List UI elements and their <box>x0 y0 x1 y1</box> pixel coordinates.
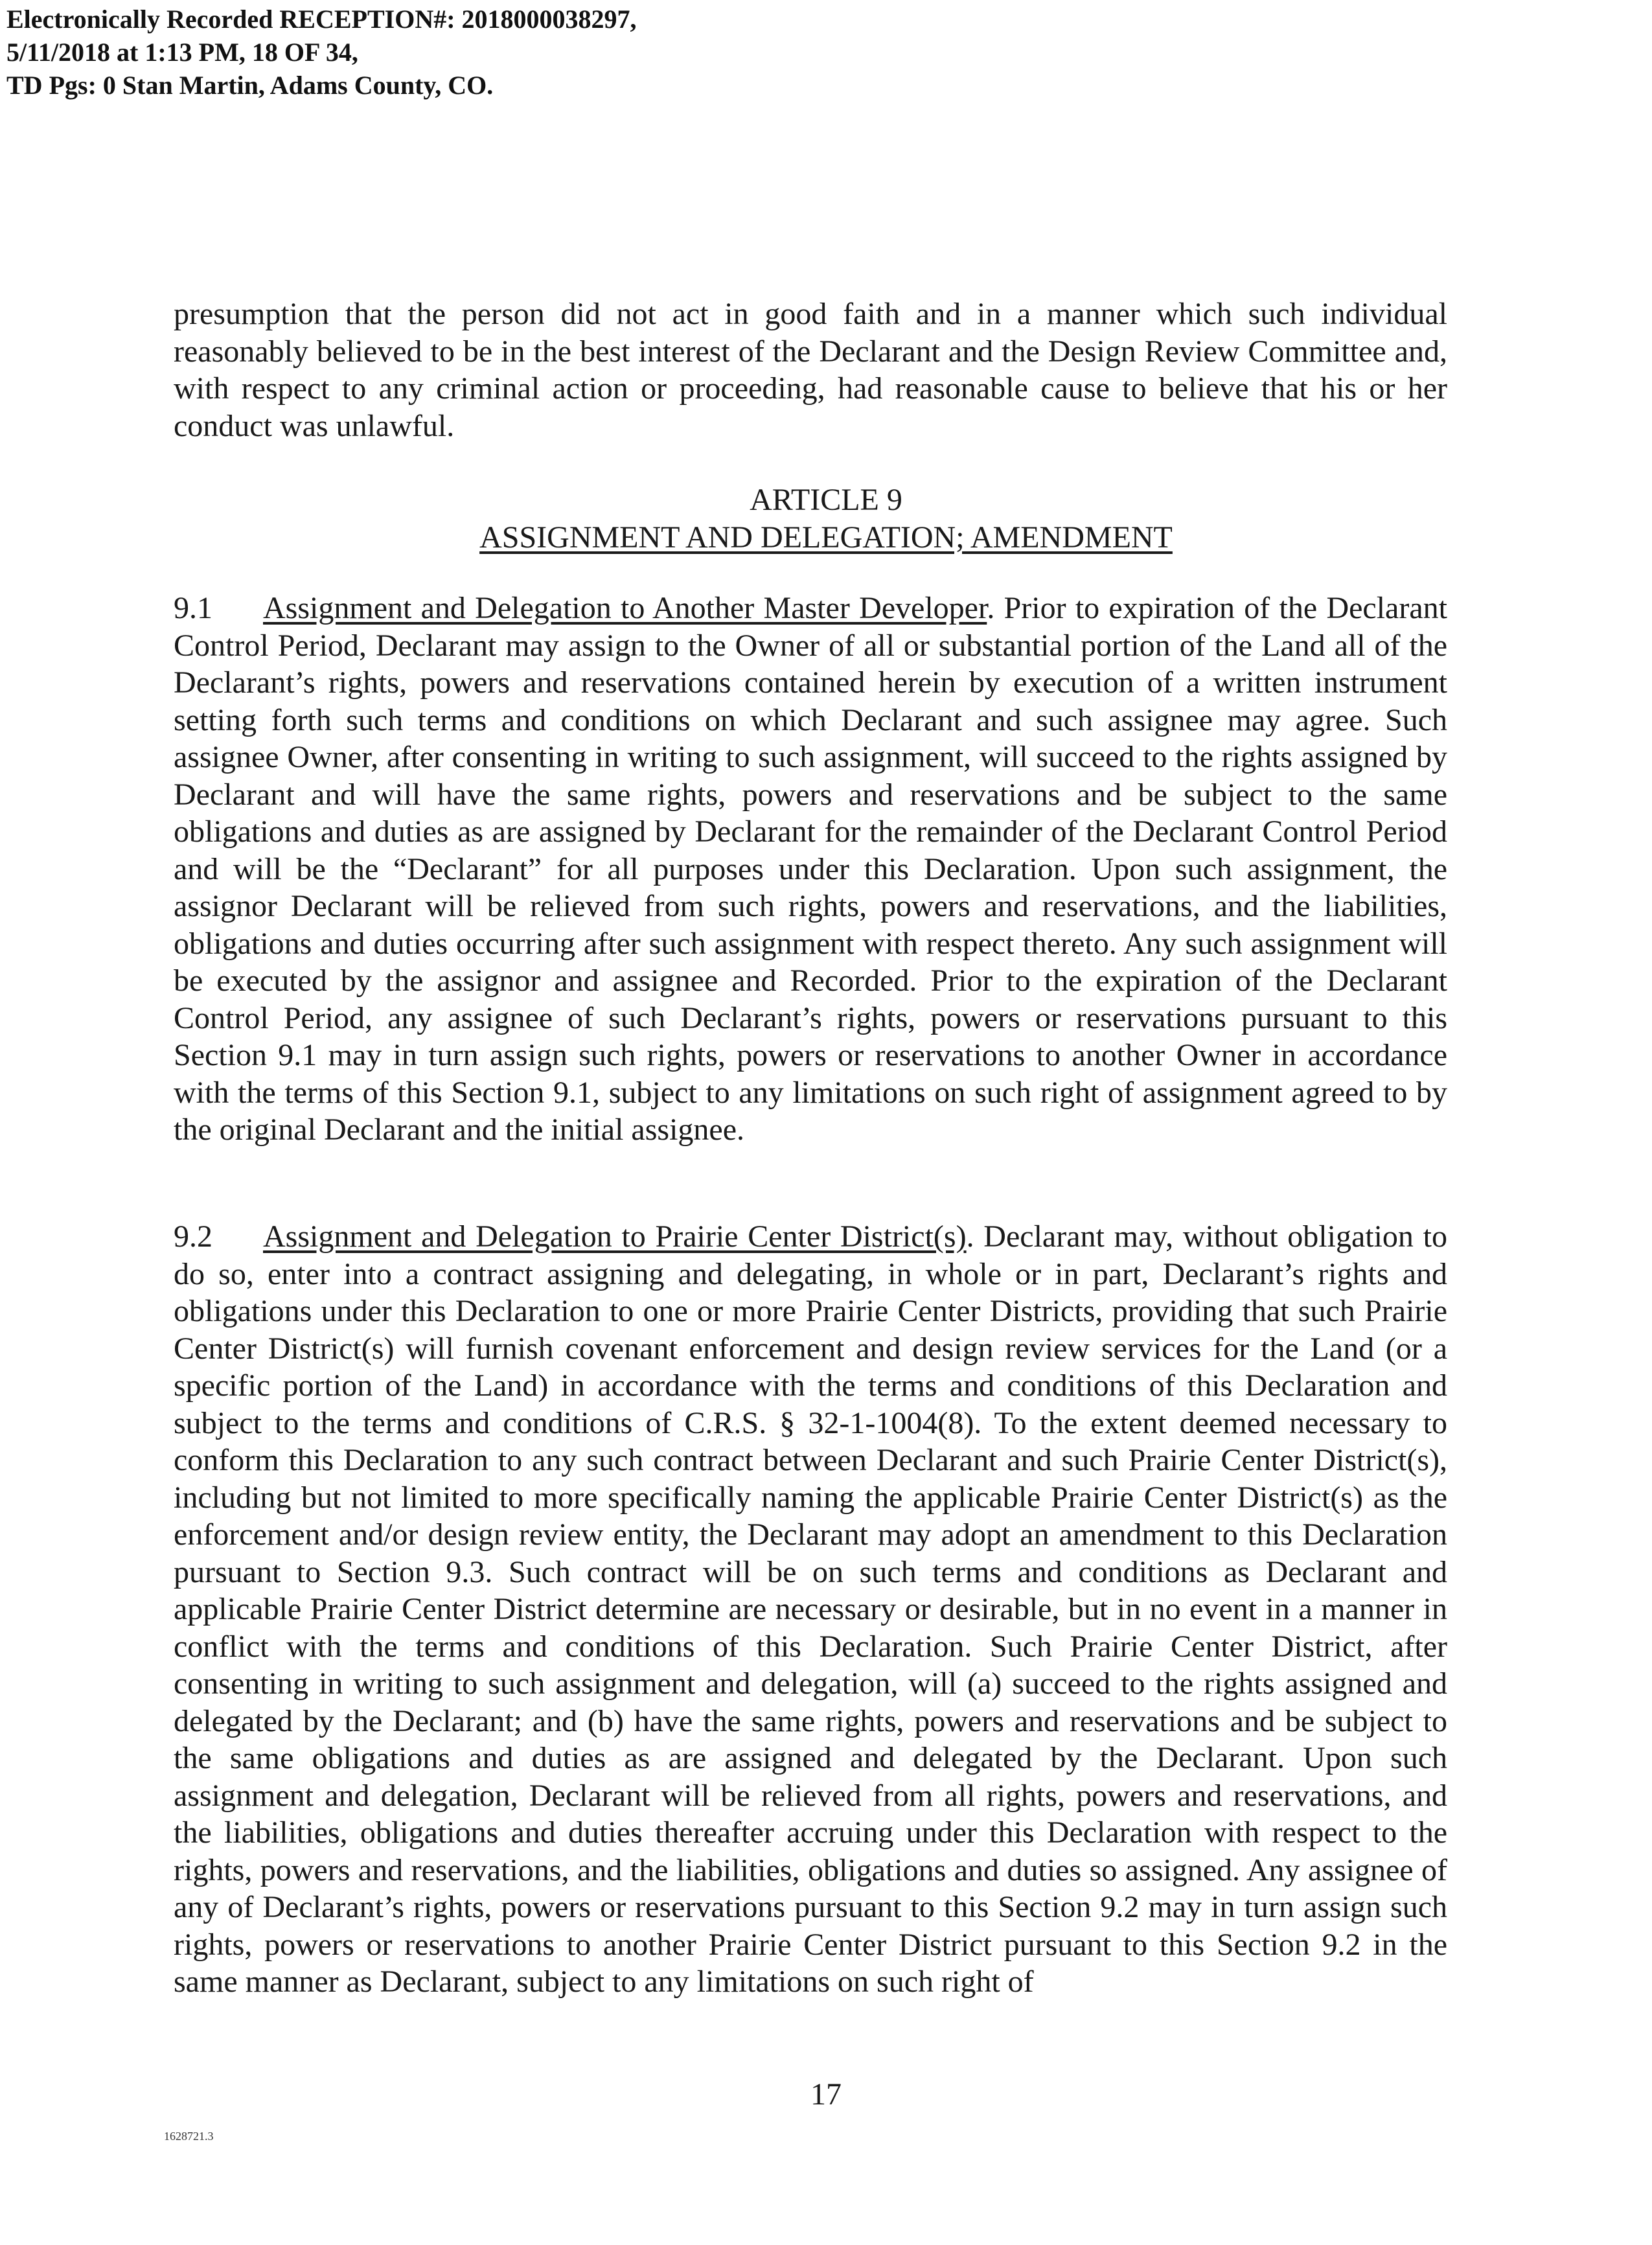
section-paragraph <box>174 1218 1447 2001</box>
recording-header-line: Electronically Recorded RECEPTION#: 2018000038297, <box>6 5 637 34</box>
page-number: 17 <box>810 2077 842 2112</box>
section-title: Assignment and Delegation to Prairie Center District(s) <box>263 1219 967 1254</box>
section-number: 9.1 <box>174 591 212 625</box>
section-text: . Prior to expiration of the Declarant Control Period, Declarant may assign to the Owner of all or substantial portion of the Land all of the Declarant’s rights, powers and reservations contained herein by execution of a written instrument setting forth such terms and conditions on which Declarant and such assignee may agree. Such assignee Owner, after consenting in writing to such assignment, will succeed to the rights assigned by Declarant and will have the same rights, powers and reservations and be subject to the same obligations and duties as are assigned by Declarant for the remainder of the Declarant Control Period and will be the “Declarant” for all purposes under this Declaration. Upon such assignment, the assignor Declarant will be relieved from such rights, powers and reservations, and the liabilities, obligations and duties occurring after such assignment with respect thereto. Any such assignment will be executed by the assignor and assignee and Recorded. Prior to the expiration of the Declarant Control Period, any assignee of such Declarant’s rights, powers or reservations pursuant to this Section 9.1 may in turn assign such rights, powers or reservations to another Owner in accordance with the terms of this Section 9.1, subject to any limitations on such right of assignment agreed to by the original Declarant and the initial assignee. <box>174 591 1447 1147</box>
continued-paragraph: presumption that the person did not act in good faith and in a manner which such individual reasonably believed to be in the best interest of the Declarant and the Design Review Committee and, with respect to any criminal action or proceeding, had reasonable cause to believe that his or her conduct was unlawful. <box>174 297 1447 443</box>
article-number: ARTICLE 9 <box>750 483 902 517</box>
article-title: ASSIGNMENT AND DELEGATION; AMENDMENT <box>479 520 1173 555</box>
section-paragraph <box>174 590 1447 1149</box>
article-title-wrap <box>0 518 1652 557</box>
recording-header-line: TD Pgs: 0 Stan Martin, Adams County, CO. <box>6 71 494 100</box>
section-text: . Declarant may, without obligation to do so, enter into a contract assigning and delegating, in whole or in part, Declarant’s rights and obligations under this Declaration to one or more Prairie Center Districts, providing that such Prairie Center District(s) will furnish covenant enforcement and design review services for the Land (or a specific portion of the Land) in accordance with the terms and conditions of this Declaration and subject to the terms and conditions of C.R.S. § 32-1-1004(8). To the extent deemed necessary to conform this Declaration to any such contract between Declarant and such Prairie Center District(s), including but not limited to more specifically naming the applicable Prairie Center District(s) as the enforcement and/or design review entity, the Declarant may adopt an amendment to this Declaration pursuant to Section 9.3. Such contract will be on such terms and conditions as Declarant and applicable Prairie Center District determine are necessary or desirable, but in no event in a manner in conflict with the terms and conditions of this Declaration. Such Prairie Center District, after consenting in writing to such assignment and delegation, will (a) succeed to the rights assigned and delegated by the Declarant; and (b) have the same rights, powers and reservations and be subject to the same obligations and duties as are assigned and delegated by the Declarant. Upon such assignment and delegation, Declarant will be relieved from all rights, powers and reservations, and the liabilities, obligations and duties thereafter accruing under this Declaration with respect to the rights, powers and reservations, and the liabilities, obligations and duties so assigned. Any assignee of any of Declarant’s rights, powers or reservations pursuant to this Section 9.2 may in turn assign such rights, powers or reservations to another Prairie Center District pursuant to this Section 9.2 in the same manner as Declarant, subject to any limitations on such right of <box>174 1219 1448 1999</box>
section-number: 9.2 <box>174 1219 212 1254</box>
section-title: Assignment and Delegation to Another Master Developer <box>263 591 987 625</box>
recording-header <box>6 3 637 102</box>
document-id: 1628721.3 <box>164 2130 214 2143</box>
recording-header-line: 5/11/2018 at 1:13 PM, 18 OF 34, <box>6 38 358 67</box>
